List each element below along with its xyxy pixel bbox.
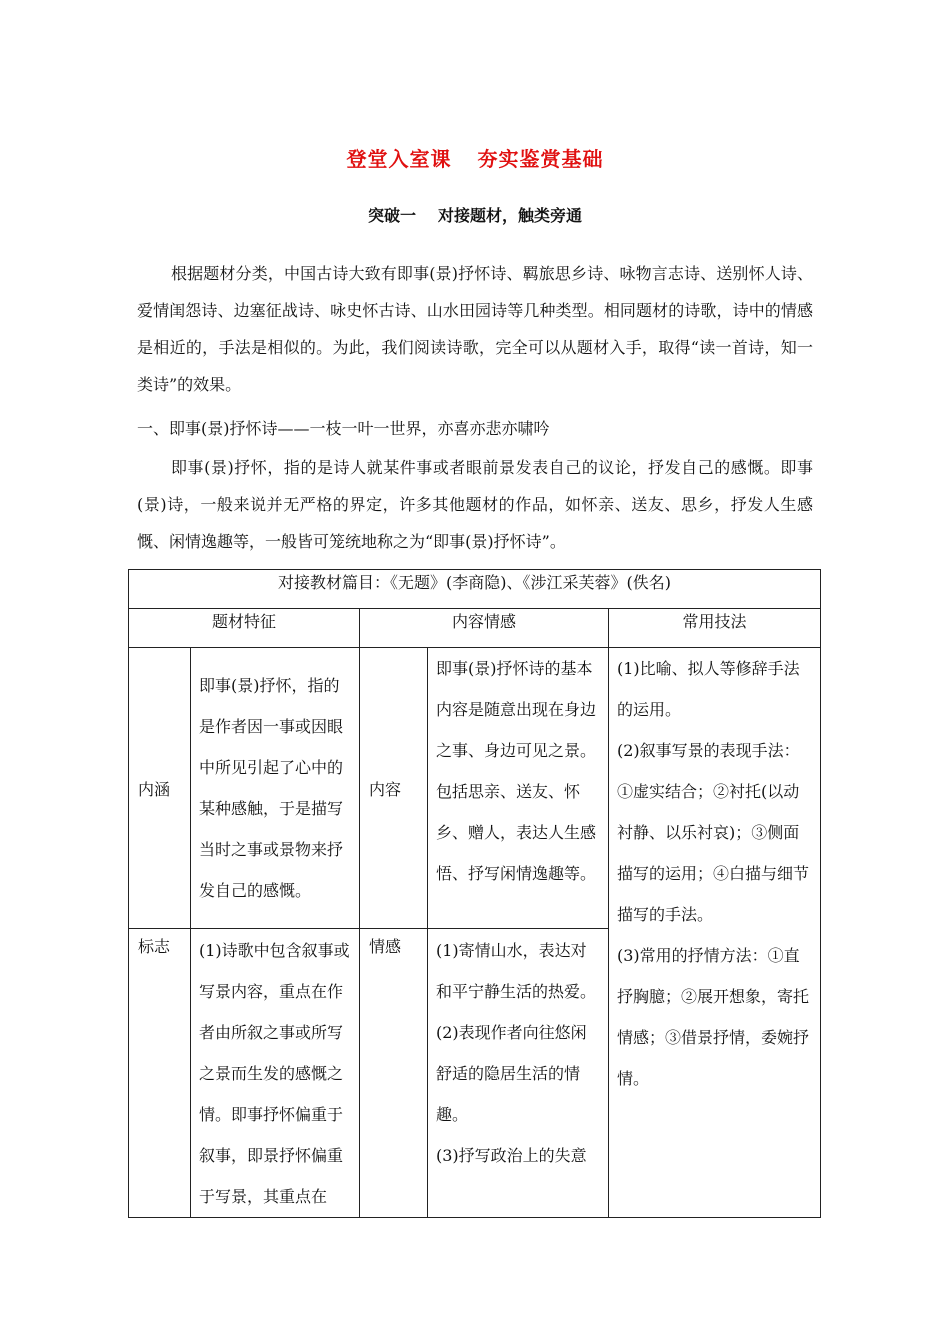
label-neirong: 内容 <box>360 648 428 929</box>
qinggan-cell <box>428 929 609 1218</box>
neihan-text: 即事(景)抒怀，指的是作者因一事或因眼中所见引起了心中的某种感触，于是描写当时之事或景物来抒发自己的感慨。 <box>191 648 360 929</box>
technique-item: (1)比喻、拟人等修辞手法的运用。 <box>617 659 800 719</box>
table-caption: 对接教材篇目：《无题》(李商隐)、《涉江采芙蓉》(佚名) <box>129 570 821 609</box>
technique-item: (2)叙事写景的表现手法：①虚实结合；②衬托(以动衬静、以乐衬哀)；③侧面描写的运用；④白描与细节描写的手法。 <box>617 741 810 924</box>
header-techniques: 常用技法 <box>609 609 821 648</box>
label-neihan: 内涵 <box>129 648 191 929</box>
biaozhi-text: (1)诗歌中包含叙事或写景内容，重点在作者由所叙之事或所写之景而生发的感慨之情。即事抒怀偏重于叙事，即景抒怀偏重于写景，其重点在 <box>191 929 360 1218</box>
techniques-cell <box>609 648 821 1218</box>
table-caption-row <box>129 570 821 609</box>
qinggan-item: (2)表现作者向往悠闲舒适的隐居生活的情趣。 <box>436 1023 587 1124</box>
section-heading: 一、即事(景)抒怀诗——一枝一叶一世界，亦喜亦悲亦啸吟 <box>137 419 550 438</box>
title-part2: 夯实鉴赏基础 <box>477 147 604 171</box>
technique-item: (3)常用的抒情方法：①直抒胸臆；②展开想象，寄托情感；③借景抒情，委婉抒情。 <box>617 946 810 1088</box>
subtitle-part2: 对接题材，触类旁通 <box>438 206 583 225</box>
comparison-table <box>128 569 821 1218</box>
section-subtitle <box>0 203 950 226</box>
neirong-text: 即事(景)抒怀诗的基本内容是随意出现在身边之事、身边可见之景。包括思亲、送友、怀乡、赠人，表达人生感悟、抒写闲情逸趣等。 <box>428 648 609 929</box>
subtitle-part1: 突破一 <box>367 206 416 225</box>
title-part1: 登堂入室课 <box>346 147 452 171</box>
header-content-emotion: 内容情感 <box>360 609 609 648</box>
intro-paragraph: 根据题材分类，中国古诗大致有即事(景)抒怀诗、羁旅思乡诗、咏物言志诗、送别怀人诗、爱情闺怨诗、边塞征战诗、咏史怀古诗、山水田园诗等几种类型。相同题材的诗歌，诗中的情感是相近的，手法是相似的。为此，我们阅读诗歌，完全可以从题材入手，取得“读一首诗，知一类诗”的效果。 <box>137 264 813 394</box>
section-paragraph: 即事(景)抒怀，指的是诗人就某件事或者眼前景发表自己的议论，抒发自己的感慨。即事(景)诗，一般来说并无严格的界定，许多其他题材的作品，如怀亲、送友、思乡，抒发人生感慨、闲情逸趣等，一般皆可笼统地称之为“即事(景)抒怀诗”。 <box>137 458 813 551</box>
label-qinggan: 情感 <box>360 929 428 1218</box>
page-title <box>0 143 950 172</box>
table-header-row <box>129 609 821 648</box>
label-biaozhi: 标志 <box>129 929 191 1218</box>
qinggan-item: (1)寄情山水，表达对和平宁静生活的热爱。 <box>436 941 597 1001</box>
table-row <box>129 648 821 929</box>
header-topic-features: 题材特征 <box>129 609 360 648</box>
qinggan-item: (3)抒写政治上的失意 <box>436 1146 587 1165</box>
